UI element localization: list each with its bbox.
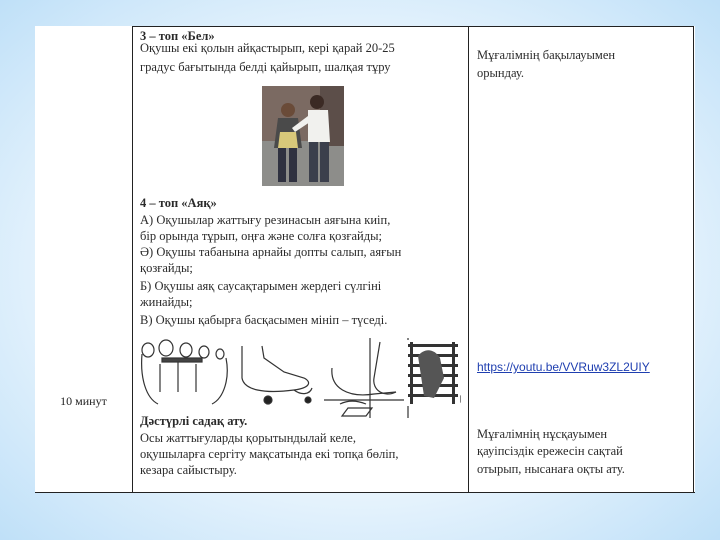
archery-line1: Осы жаттығуларды қорытындылай келе,	[140, 431, 356, 445]
back-exercise-photo	[262, 86, 344, 186]
activity-column	[132, 26, 469, 493]
note-instruction-line2: қауіпсіздік ережесін сақтай	[477, 444, 623, 458]
group3-text-line2-wrap	[140, 60, 466, 74]
archery-heading: Дәстүрлі садақ ату.	[140, 414, 248, 428]
group3-heading: 3 – топ «Бел»	[140, 29, 215, 43]
archery-line2: оқушыларға сергіту мақсатында екі топқа бөліп,	[140, 447, 399, 461]
notes-column	[469, 26, 694, 493]
archery-line3: кезара сайыстыру.	[140, 463, 237, 477]
note-supervision-line1: Мұғалімнің бақылауымен	[477, 48, 616, 62]
time-column	[35, 26, 133, 493]
group3-text-line1: Оқушы екі қолын айқастырып, кері қарай 20-25	[140, 43, 395, 55]
note-supervision-line2: орындау.	[477, 66, 524, 80]
note-instruction-line3: отырып, нысанаға оқты ату.	[477, 462, 625, 476]
note-instruction-line1: Мұғалімнің нұсқауымен	[477, 427, 608, 441]
group4-item-b-cont: жинайды;	[140, 295, 193, 309]
feet-exercises-illustration	[134, 338, 462, 420]
lesson-table	[35, 26, 695, 493]
group3-text-line1-wrap	[140, 43, 466, 55]
group4-heading: 4 – топ «Аяқ»	[140, 196, 217, 210]
group4-item-ae: Ә) Оқушы табанына арнайы допты салып, аяғын	[140, 245, 402, 259]
group4-item-a: А) Оқушылар жаттығу резинасын аяғына киіп,	[140, 213, 391, 227]
youtube-link[interactable]: https://youtu.be/VVRuw3ZL2UIY	[477, 360, 650, 374]
group4-item-b: Б) Оқушы аяқ саусақтарымен жердегі сүлгіні	[140, 279, 382, 293]
group4-item-v: В) Оқушы қабырға басқасымен мініп – түседі.	[140, 313, 388, 327]
group3-text-line2: градус бағытында белді қайырып, шалқая тұру	[140, 60, 391, 74]
group4-item-a-cont: бір орында тұрып, оңға және солға қозғайды;	[140, 229, 382, 243]
group4-item-ae-cont: қозғайды;	[140, 261, 193, 275]
time-cell: 10 минут	[60, 394, 107, 408]
